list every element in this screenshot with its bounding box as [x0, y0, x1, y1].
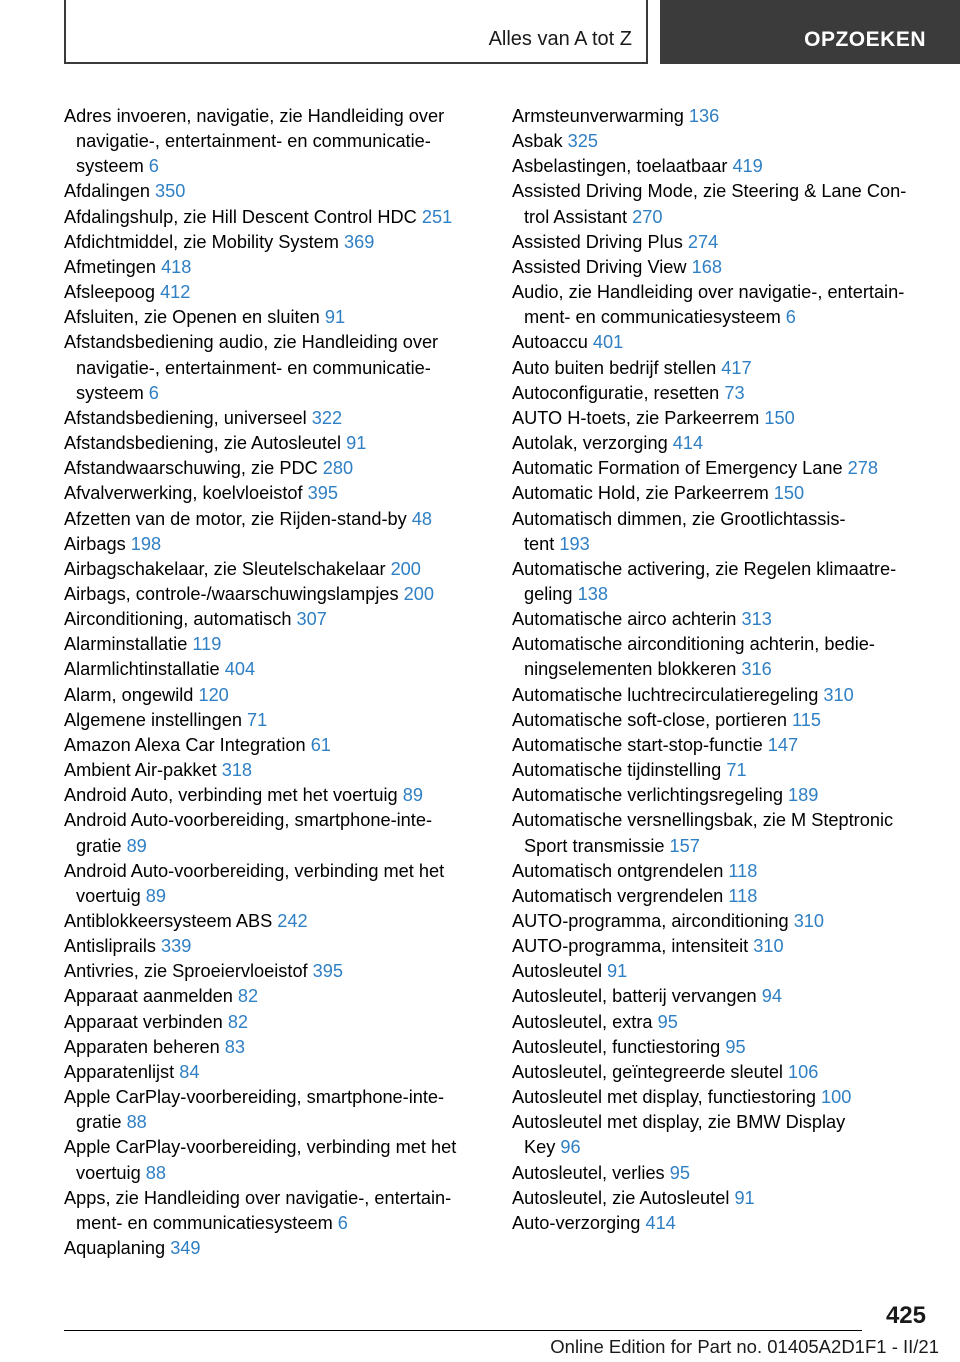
index-entry-text: tent	[524, 533, 560, 554]
index-entry-text: Alarmlichtinstallatie	[64, 659, 225, 680]
index-entry	[512, 1060, 932, 1085]
index-entry-text: Audio, zie Handleiding over navigatie-, entertain-	[512, 282, 905, 303]
index-entry	[64, 683, 484, 708]
index-entry	[512, 783, 932, 808]
index-entry-text: Android Auto-voorbereiding, smartphone-inte-	[64, 810, 433, 831]
index-entry-text: gratie	[76, 835, 127, 856]
index-entry	[64, 255, 484, 280]
page-reference-link[interactable]: 83	[224, 1036, 246, 1057]
index-entry	[64, 1085, 484, 1135]
index-entry-text: Afzetten van de motor, zie Rijden-stand-by	[64, 508, 412, 529]
page-reference-link[interactable]: 88	[126, 1112, 147, 1133]
index-entry	[512, 154, 932, 179]
index-entry-text: Automatische verlichtingsregeling	[512, 785, 788, 806]
index-entry	[64, 431, 484, 456]
index-column-left	[64, 104, 484, 1261]
page-reference-link[interactable]: 91	[324, 307, 346, 328]
index-entry-text: Afsluiten, zie Openen en sluiten	[64, 307, 325, 328]
page-reference-link[interactable]: 91	[734, 1187, 755, 1208]
page-reference-link[interactable]: 95	[725, 1036, 746, 1057]
page-reference-link[interactable]: 61	[310, 734, 331, 755]
index-entry-text: Automatisch ontgrendelen	[512, 860, 729, 881]
page-reference-link[interactable]: 417	[721, 357, 752, 378]
index-entry-text: Autosleutel, extra	[512, 1011, 658, 1032]
index-entry-text: Autosleutel	[512, 961, 608, 982]
page-reference-link[interactable]: 307	[296, 609, 327, 630]
index-entry-text: Afstandsbediening, universeel	[64, 407, 312, 428]
index-entry	[512, 1211, 932, 1236]
page-reference-link[interactable]: 95	[669, 1162, 690, 1183]
index-entry	[512, 280, 932, 330]
index-entry	[512, 808, 932, 858]
index-entry-text: navigatie-, entertainment- en communicatie-	[76, 357, 431, 378]
index-entry	[64, 859, 484, 909]
index-entry-text: Autosleutel, zie Autosleutel	[512, 1187, 735, 1208]
page-reference-link[interactable]: 401	[592, 332, 624, 353]
index-entry	[512, 356, 932, 381]
index-entry	[512, 758, 932, 783]
index-entry	[512, 607, 932, 632]
index-entry-text: Automatisch dimmen, zie Grootlichtassis-	[512, 508, 846, 529]
index-entry	[512, 179, 932, 229]
index-entry-text: Afsleepoog	[64, 282, 161, 303]
page-reference-link[interactable]: 106	[788, 1061, 819, 1082]
index-entry-text: voertuig	[76, 1162, 146, 1183]
index-entry-text: Auto buiten bedrijf stellen	[512, 357, 722, 378]
index-entry-text: gratie	[76, 1112, 127, 1133]
index-entry	[64, 507, 484, 532]
page-reference-link[interactable]: 6	[337, 1212, 348, 1233]
index-entry	[64, 406, 484, 431]
index-entry-text: AUTO H-toets, zie Parkeerrem	[512, 407, 765, 428]
index-entry	[64, 934, 484, 959]
page-reference-link[interactable]: 94	[761, 986, 782, 1007]
page-reference-link[interactable]: 404	[224, 659, 256, 680]
index-entry	[512, 1186, 932, 1211]
index-entry	[512, 632, 932, 682]
index-column-right	[512, 104, 932, 1236]
page-reference-link[interactable]: 89	[402, 785, 423, 806]
page-reference-link[interactable]: 118	[728, 860, 758, 881]
footer-divider	[64, 1330, 862, 1331]
index-entry-text: Amazon Alexa Car Integration	[64, 734, 311, 755]
index-entry-text: Asbelastingen, toelaatbaar	[512, 156, 733, 177]
page-reference-link[interactable]: 325	[567, 131, 598, 152]
index-entry-text: systeem	[76, 382, 149, 403]
index-entry	[64, 1060, 484, 1085]
page-reference-link[interactable]: 369	[343, 231, 375, 252]
index-entry	[512, 859, 932, 884]
index-entry-text: trol Assistant	[524, 206, 633, 227]
index-entry-text: Antiblokkeersysteem ABS	[64, 911, 278, 931]
page-reference-link[interactable]: 280	[322, 458, 354, 479]
index-entry	[512, 683, 932, 708]
index-entry	[64, 1186, 484, 1236]
index-entry	[512, 1035, 932, 1060]
index-entry-text: Algemene instellingen	[64, 709, 248, 730]
index-entry-text: Autosleutel, batterij vervangen	[512, 986, 762, 1007]
page-reference-link[interactable]: 270	[632, 206, 663, 227]
index-entry-text: systeem	[76, 156, 149, 177]
index-entry	[64, 959, 484, 984]
index-entry-text: Automatische activering, zie Regelen klimaatre-	[512, 558, 897, 579]
index-entry-text: Alarminstallatie	[64, 634, 193, 655]
page-reference-link[interactable]: 96	[560, 1137, 581, 1158]
page-reference-link[interactable]: 200	[403, 583, 435, 604]
page-reference-link[interactable]: 147	[767, 734, 799, 755]
index-entry	[64, 330, 484, 405]
index-entry	[64, 783, 484, 808]
index-entry-text: geling	[524, 583, 578, 604]
index-entry	[512, 381, 932, 406]
index-entry-text: Autoaccu	[512, 332, 593, 353]
index-entry	[64, 1010, 484, 1035]
page-reference-link[interactable]: 419	[732, 156, 763, 177]
index-entry-text: Airbags, controle-/waarschuwingslampjes	[64, 583, 404, 604]
page-reference-link[interactable]: 193	[559, 533, 590, 554]
page-reference-link[interactable]: 412	[160, 282, 191, 303]
page-reference-link[interactable]: 395	[307, 483, 338, 504]
index-entry-text: ningselementen blokkeren	[524, 659, 742, 680]
index-entry-text: Automatisch vergrendelen	[512, 885, 729, 906]
index-entry-text: Autoconfiguratie, resetten	[512, 382, 725, 403]
index-entry	[64, 205, 484, 230]
index-entry-text: Android Auto-voorbereiding, verbinding met het	[64, 860, 445, 881]
page-reference-link[interactable]: 91	[607, 961, 628, 982]
index-entry-text: Apps, zie Handleiding over navigatie-, entertain-	[64, 1187, 452, 1208]
index-entry-text: Afstandsbediening, zie Autosleutel	[64, 433, 347, 454]
index-entry-text: ment- en communicatiesysteem	[76, 1212, 338, 1233]
index-entry-text: Autolak, verzorging	[512, 433, 673, 454]
index-entry-text: Automatische start-stop-functie	[512, 734, 768, 755]
index-entry-text: Afmetingen	[64, 256, 162, 277]
page-reference-link[interactable]: 310	[793, 911, 825, 931]
index-entry	[512, 557, 932, 607]
index-entry	[512, 1161, 932, 1186]
index-entry-text: Automatische airconditioning achterin, bedie-	[512, 634, 875, 655]
index-entry	[512, 959, 932, 984]
index-entry	[64, 808, 484, 858]
index-entry-text: Afstandsbediening audio, zie Handleiding over	[64, 332, 439, 353]
page-reference-link[interactable]: 278	[847, 458, 878, 479]
page-reference-link[interactable]: 6	[148, 382, 159, 403]
index-entry-text: Autosleutel met display, zie BMW Display	[512, 1112, 846, 1133]
page-reference-link[interactable]: 414	[672, 433, 704, 454]
edition-text: Online Edition for Part no. 01405A2D1F1 - II/21	[550, 1336, 939, 1357]
index-entry	[64, 557, 484, 582]
index-entry	[64, 607, 484, 632]
index-entry	[512, 1085, 932, 1110]
page-reference-link[interactable]: 189	[787, 785, 819, 806]
page-reference-link[interactable]: 6	[785, 307, 796, 328]
page-reference-link[interactable]: 119	[192, 634, 222, 655]
index-entry	[512, 129, 932, 154]
page-reference-link[interactable]: 89	[145, 885, 166, 906]
page-reference-link[interactable]: 118	[728, 885, 758, 906]
page-reference-link[interactable]: 138	[577, 583, 608, 604]
index-entry	[512, 330, 932, 355]
index-entry	[512, 406, 932, 431]
index-entry	[64, 1035, 484, 1060]
index-entry-text: Apple CarPlay-voorbereiding, verbinding met het	[64, 1137, 457, 1158]
page-reference-link[interactable]: 89	[126, 835, 147, 856]
page-reference-link[interactable]: 322	[311, 407, 343, 428]
index-entry-text: Autosleutel, verlies	[512, 1162, 670, 1183]
index-entry	[512, 1010, 932, 1035]
index-entry-text: Assisted Driving Plus	[512, 231, 688, 252]
index-entry-text: Ambient Air-pakket	[64, 760, 222, 781]
index-entry	[64, 481, 484, 506]
page-reference-link[interactable]: 350	[155, 181, 186, 202]
index-entry-text: Afstandwaarschuwing, zie PDC	[64, 458, 323, 479]
index-entry-text: Automatische tijdinstelling	[512, 760, 727, 781]
page-reference-link[interactable]: 82	[237, 986, 259, 1007]
index-entry	[512, 1110, 932, 1160]
index-entry	[64, 582, 484, 607]
page-reference-link[interactable]: 136	[688, 106, 720, 126]
index-entry-text: Apparaten beheren	[64, 1036, 225, 1057]
page-reference-link[interactable]: 395	[312, 961, 344, 982]
page-header	[0, 0, 960, 66]
index-entry-text: Assisted Driving Mode, zie Steering & Lane Con-	[512, 181, 907, 202]
page-number: 425	[885, 1302, 926, 1329]
index-entry	[64, 1236, 484, 1261]
page-reference-link[interactable]: 100	[821, 1087, 852, 1108]
page-reference-link[interactable]: 88	[145, 1162, 166, 1183]
index-entry-text: Apparaat aanmelden	[64, 986, 238, 1007]
index-entry-text: Automatische luchtrecirculatieregeling	[512, 684, 824, 705]
index-entry	[64, 532, 484, 557]
index-entry-text: Alarm, ongewild	[64, 684, 199, 705]
page-reference-link[interactable]: 82	[227, 1011, 249, 1032]
page-reference-link[interactable]: 418	[161, 256, 192, 277]
index-entry	[64, 758, 484, 783]
index-entry-text: AUTO-programma, intensiteit	[512, 936, 754, 957]
index-entry	[512, 884, 932, 909]
index-entry-text: Apparatenlijst	[64, 1061, 180, 1082]
index-entry	[512, 733, 932, 758]
opzoeken-label: OPZOEKEN	[804, 28, 926, 51]
section-label: Alles van A tot Z	[488, 28, 632, 50]
index-entry	[64, 632, 484, 657]
page-reference-link[interactable]: 120	[198, 684, 229, 705]
index-entry	[64, 708, 484, 733]
page-reference-link[interactable]: 318	[221, 760, 253, 781]
index-entry-text: Antisliprails	[64, 936, 162, 957]
index-entry-text: Apple CarPlay-voorbereiding, smartphone-inte-	[64, 1087, 445, 1108]
page-reference-link[interactable]: 115	[792, 709, 822, 730]
page-reference-link[interactable]: 313	[741, 609, 772, 630]
index-entry-text: Assisted Driving View	[512, 256, 692, 277]
page-reference-link[interactable]: 157	[669, 835, 700, 856]
index-entry	[64, 104, 484, 179]
index-entry	[64, 230, 484, 255]
index-entry-text: Auto-verzorging	[512, 1212, 646, 1233]
page-reference-link[interactable]: 48	[411, 508, 432, 529]
page-reference-link[interactable]: 73	[724, 382, 745, 403]
index-entry-text: Antivries, zie Sproeiervloeistof	[64, 961, 313, 982]
index-entry	[512, 934, 932, 959]
page-reference-link[interactable]: 91	[346, 433, 367, 454]
page-reference-link[interactable]: 84	[179, 1061, 200, 1082]
index-entry-text: Automatische versnellingsbak, zie M Steptronic	[512, 810, 894, 831]
page-reference-link[interactable]: 150	[773, 483, 805, 504]
index-entry-text: Sport transmissie	[524, 835, 670, 856]
index-entry-text: Automatic Hold, zie Parkeerrem	[512, 483, 774, 504]
page-reference-link[interactable]: 339	[161, 936, 192, 957]
page-reference-link[interactable]: 71	[247, 709, 268, 730]
index-entry	[64, 305, 484, 330]
page-reference-link[interactable]: 310	[823, 684, 854, 705]
index-entry-text: voertuig	[76, 885, 146, 906]
index-entry-text: Afdichtmiddel, zie Mobility System	[64, 231, 344, 252]
page-reference-link[interactable]: 198	[130, 533, 162, 554]
page-reference-link[interactable]: 310	[753, 936, 784, 957]
index-entry-text: Autosleutel, functiestoring	[512, 1036, 726, 1057]
index-entry-text: Automatische airco achterin	[512, 609, 742, 630]
index-entry-text: AUTO-programma, airconditioning	[512, 911, 794, 931]
index-entry-text: Asbak	[512, 131, 568, 152]
page-reference-link[interactable]: 150	[764, 407, 795, 428]
index-entry-text: Adres invoeren, navigatie, zie Handleiding over	[64, 106, 445, 126]
index-entry	[64, 1135, 484, 1185]
page-reference-link[interactable]: 71	[726, 760, 747, 781]
index-entry-text: Autosleutel, geïntegreerde sleutel	[512, 1061, 789, 1082]
index-entry-text: Afvalverwerking, koelvloeistof	[64, 483, 308, 504]
index-entry	[64, 456, 484, 481]
index-entry-text: Automatic Formation of Emergency Lane	[512, 458, 848, 479]
index-entry	[64, 733, 484, 758]
index-entry	[512, 481, 932, 506]
index-entry-text: Apparaat verbinden	[64, 1011, 228, 1032]
page-reference-link[interactable]: 316	[741, 659, 772, 680]
index-entry	[64, 909, 484, 934]
index-entry	[64, 984, 484, 1009]
index-entry-text: Autosleutel met display, functiestoring	[512, 1087, 822, 1108]
index-entry	[512, 255, 932, 280]
index-entry-text: Aquaplaning	[64, 1238, 171, 1259]
index-entry	[512, 230, 932, 255]
index-entry-text: Automatische soft-close, portieren	[512, 709, 793, 730]
index-entry	[512, 984, 932, 1009]
page-reference-link[interactable]: 200	[390, 558, 421, 579]
index-entry-text: Airconditioning, automatisch	[64, 609, 297, 630]
index-entry	[512, 456, 932, 481]
page-reference-link[interactable]: 349	[170, 1238, 201, 1259]
index-entry-text: Afdalingshulp, zie Hill Descent Control HDC	[64, 206, 422, 227]
index-entry	[512, 708, 932, 733]
index-entry	[64, 179, 484, 204]
page-reference-link[interactable]: 6	[148, 156, 159, 177]
page-reference-link[interactable]: 414	[645, 1212, 676, 1233]
index-entry	[512, 909, 932, 934]
page-reference-link[interactable]: 95	[657, 1011, 678, 1032]
index-entry-text: Afdalingen	[64, 181, 156, 202]
index-entry	[512, 507, 932, 557]
section-tab[interactable]	[64, 0, 648, 64]
index-entry	[64, 280, 484, 305]
opzoeken-tab[interactable]	[660, 0, 960, 64]
index-entry-text: Armsteunverwarming	[512, 106, 689, 126]
index-entry-text: ment- en communicatiesysteem	[524, 307, 786, 328]
index-entry-text: Airbagschakelaar, zie Sleutelschakelaar	[64, 558, 391, 579]
page-reference-link[interactable]: 242	[277, 911, 308, 931]
index-entry-text: Android Auto, verbinding met het voertuig	[64, 785, 403, 806]
index-entry	[64, 657, 484, 682]
page-reference-link[interactable]: 168	[691, 256, 722, 277]
index-entry	[512, 104, 932, 129]
index-entry-text: Airbags	[64, 533, 131, 554]
index-entry-text: navigatie-, entertainment- en communicatie-	[76, 131, 431, 152]
index-entry	[512, 431, 932, 456]
page-reference-link[interactable]: 251	[421, 206, 453, 227]
index-entry-text: Key	[524, 1137, 561, 1158]
page-reference-link[interactable]: 274	[687, 231, 719, 252]
